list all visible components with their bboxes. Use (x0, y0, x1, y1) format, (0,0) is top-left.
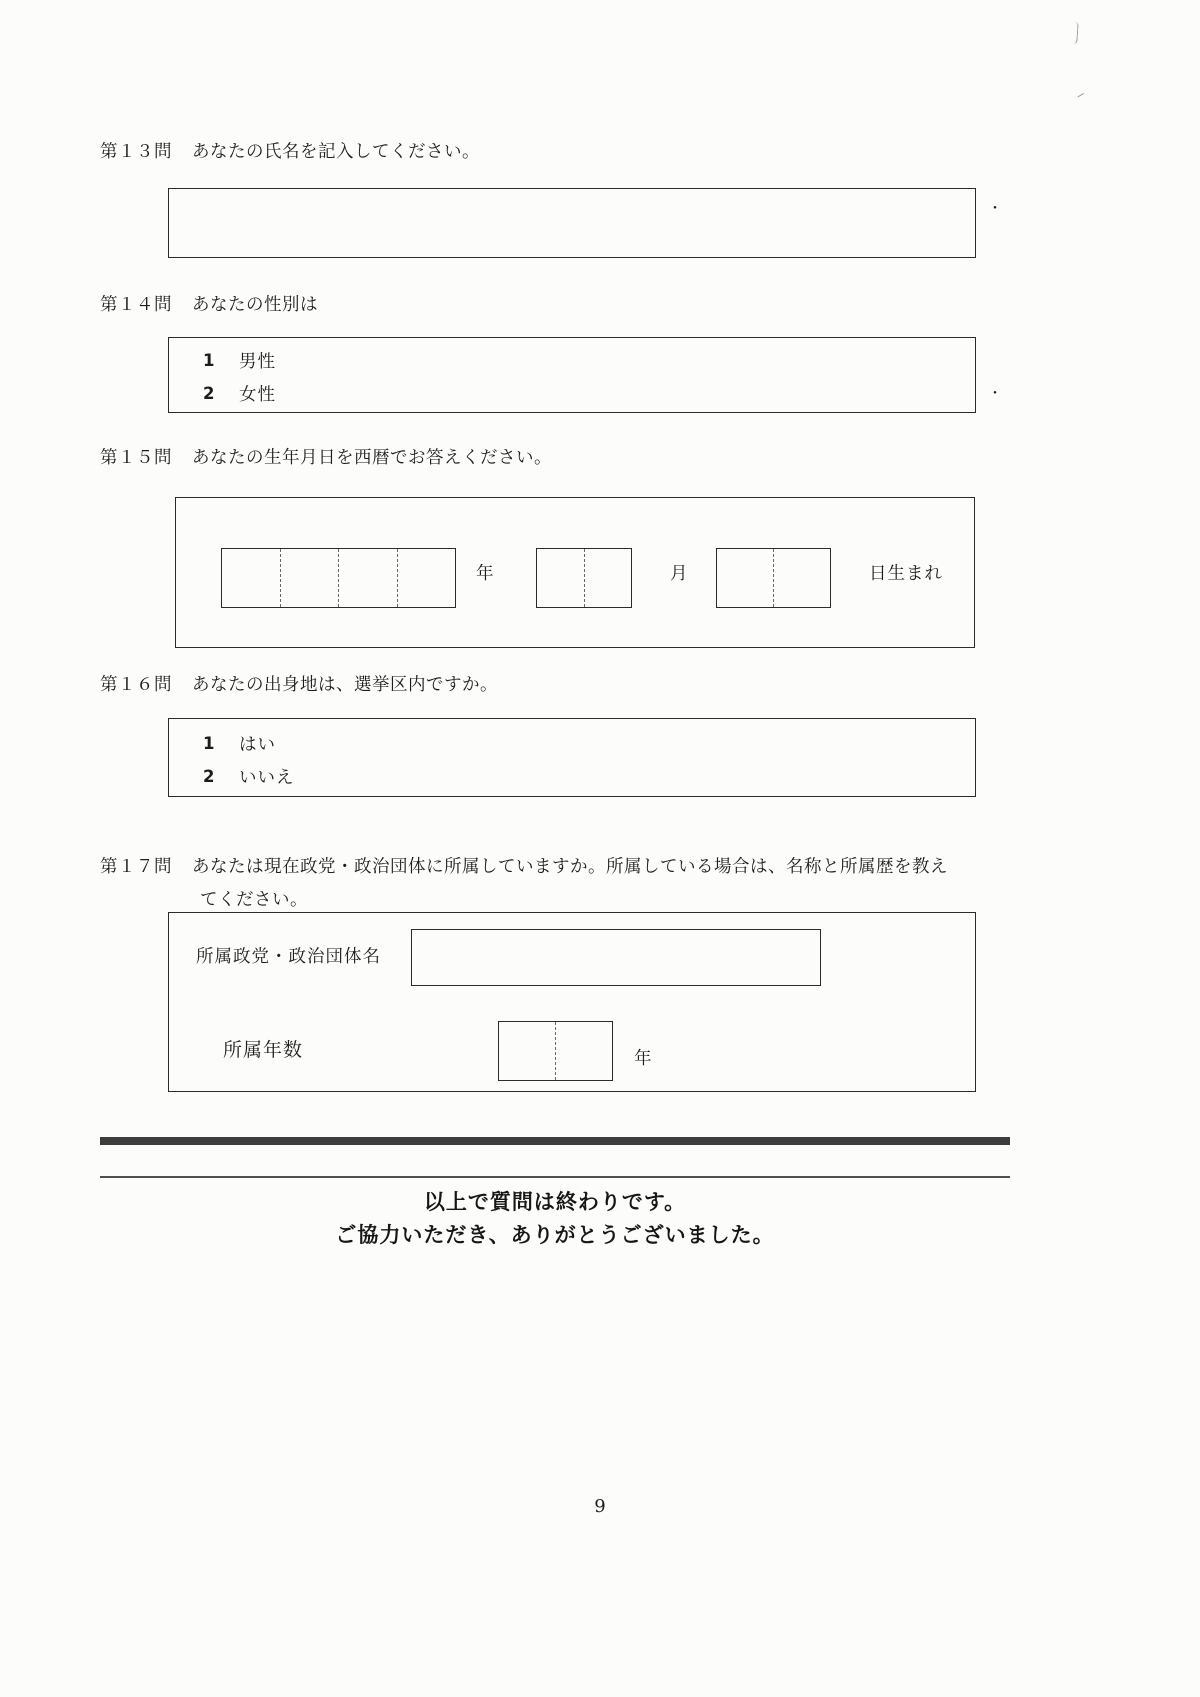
digit-cell (222, 549, 280, 607)
party-name-input-box (411, 929, 821, 986)
scan-artifact (1071, 22, 1079, 44)
scan-artifact (1075, 89, 1084, 98)
page-number: 9 (594, 1496, 606, 1517)
option-row (203, 727, 975, 760)
digit-cell (499, 1022, 555, 1080)
closing-line-1: 以上で質問は終わりです。 (423, 1190, 687, 1214)
day-unit-label: 日生まれ (869, 564, 943, 584)
question-16-text: あなたの出身地は、選挙区内ですか。 (192, 675, 498, 695)
option-number: 1 (203, 734, 215, 753)
party-name-field-label: 所属政党・政治団体名 (196, 947, 381, 967)
thick-divider-rule (100, 1137, 1010, 1145)
question-17-text-line1: あなたは現在政党・政治団体に所属していますか。所属している場合は、名称と所属歴を教え (192, 857, 948, 877)
digit-cell (397, 549, 456, 607)
digit-cell (280, 549, 339, 607)
question-17-text-line2-row (200, 886, 308, 911)
affiliation-years-cells (498, 1021, 613, 1081)
question-17-text-line2: てください。 (200, 890, 308, 910)
option-number: 1 (203, 351, 215, 370)
digit-cell (773, 549, 830, 607)
birth-day-cells (716, 548, 831, 608)
digit-cell (717, 549, 773, 607)
option-label: 男性 (239, 352, 276, 372)
question-14-number: 第１４問 (100, 295, 172, 315)
question-15-text: あなたの生年月日を西暦でお答えください。 (192, 448, 552, 468)
question-15-number: 第１５問 (100, 448, 172, 468)
question-15-heading (100, 444, 552, 469)
question-13-name-answer-box (168, 188, 976, 258)
closing-line-2: ご協力いただき、ありがとうございました。 (335, 1223, 775, 1247)
question-13-heading (100, 138, 480, 163)
question-14-options-box (168, 337, 976, 413)
question-17-number: 第１７問 (100, 857, 172, 877)
question-14-text: あなたの性別は (192, 295, 318, 315)
option-number: 2 (203, 384, 215, 403)
option-row (203, 377, 975, 410)
dot-mark: ・ (988, 201, 1002, 217)
years-unit-label: 年 (634, 1049, 653, 1069)
option-row (203, 760, 975, 793)
question-16-options-box (168, 718, 976, 797)
birth-month-cells (536, 548, 632, 608)
dot-mark: ・ (988, 386, 1002, 402)
birth-year-cells (221, 548, 456, 608)
digit-cell (338, 549, 397, 607)
question-14-heading (100, 291, 318, 316)
month-unit-label: 月 (670, 564, 689, 584)
digit-cell (584, 549, 632, 607)
question-13-text: あなたの氏名を記入してください。 (192, 142, 480, 162)
year-unit-label: 年 (476, 564, 495, 584)
digit-cell (537, 549, 584, 607)
option-number: 2 (203, 767, 215, 786)
question-16-number: 第１６問 (100, 675, 172, 695)
digit-cell (555, 1022, 612, 1080)
question-17-heading (100, 853, 948, 878)
option-label: いいえ (239, 768, 295, 788)
thin-divider-rule (100, 1176, 1010, 1178)
closing-message (100, 1186, 1010, 1252)
question-16-heading (100, 671, 498, 696)
question-13-number: 第１３問 (100, 142, 172, 162)
option-label: 女性 (239, 385, 276, 405)
option-label: はい (239, 735, 276, 755)
question-15-birthdate-box (175, 497, 975, 648)
years-field-label: 所属年数 (223, 1039, 304, 1061)
question-17-affiliation-box (168, 912, 976, 1092)
option-row (203, 344, 975, 377)
